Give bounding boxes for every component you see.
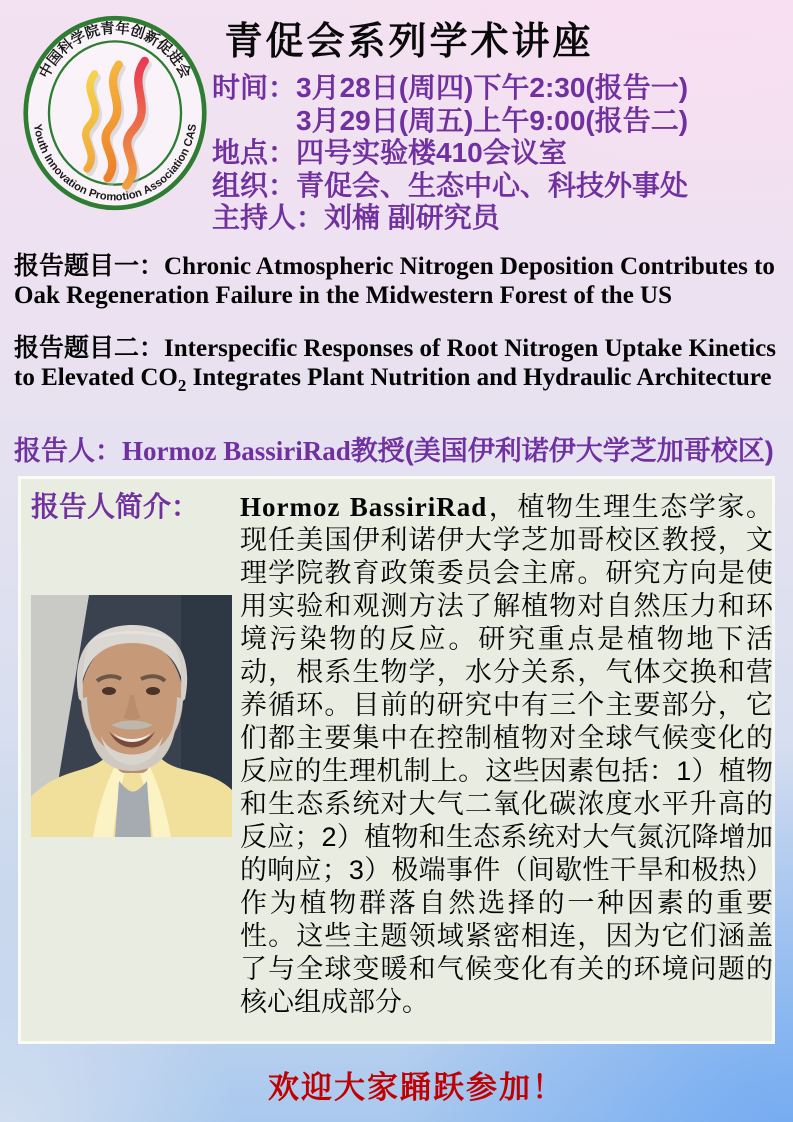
detail-location: 地点：四号实验楼410会议室	[212, 137, 567, 168]
talk-2-label: 报告题目二：	[14, 334, 165, 362]
logo-arc-top-text: 中国科学院青年创新促进会	[36, 20, 194, 82]
speaker-bio-text	[240, 491, 773, 1019]
talk-title-2	[14, 334, 782, 400]
detail-time-line1	[212, 72, 688, 105]
page-title: 青促会系列学术讲座	[224, 21, 594, 63]
logo-arc-bottom-text: Youth Innovation Promotion Association CAS	[30, 123, 200, 204]
talk-2-title-pre: Interspecific Responses of Root Nitrogen Uptake Kinetics to Elevated CO	[14, 335, 776, 391]
speaker-bio-box	[18, 476, 775, 1044]
speaker-affiliation: 教授(美国伊利诺伊大学芝加哥校区)	[350, 436, 774, 466]
logo-faces-icon	[86, 61, 148, 189]
bio-body: ，植物生理生态学家。现任美国伊利诺伊大学芝加哥校区教授，文理学院教育政策委员会主席。研究方向是使用实验和观测方法了解植物对自然压力和环境污染物的反应。研究重点是植物地下活动，根系生物学，水分关系，气体交换和营养循环。目前的研究中有三个主要部分，它们都主要集中在控制植物对全球气候变化的反应的生理机制上。这些因素包括：1）植物和生态系统对大气二氧化碳浓度水平升高的反应；2）植物和生态系统对大气氮沉降增加的响应；3）极端事件（间歇性干旱和极热）作为植物群落自然选择的一种因素的重要性。这些主题领域紧密相连，因为它们涵盖了与全球变暖和气候变化有关的环境问题的核心组成部分。	[240, 492, 773, 1017]
speaker-label: 报告人：	[14, 436, 122, 466]
time-value-1: 3月28日(周四)下午2:30(报告一)	[296, 72, 689, 103]
talk-2-title-subscript: 2	[177, 376, 187, 395]
talk-title-1	[14, 252, 782, 310]
detail-host: 主持人：刘楠 副研究员	[212, 202, 500, 233]
bio-section-label: 报告人简介：	[31, 491, 200, 522]
detail-organization: 组织：青促会、生态中心、科技外事处	[212, 169, 689, 201]
detail-time-line2	[212, 105, 688, 138]
speaker-line	[14, 429, 786, 468]
speaker-photo	[31, 595, 232, 837]
talk-1-title: Chronic Atmospheric Nitrogen Deposition Contributes to Oak Regeneration Failure in the Midwestern Forest of the US	[14, 253, 775, 309]
bio-speaker-name: Hormoz BassiriRad	[240, 492, 488, 522]
footer-welcome-message: 欢迎大家踊跃参加！	[268, 1070, 565, 1105]
talk-2-title-post: Integrates Plant Nutrition and Hydraulic Architecture	[186, 364, 772, 391]
talk-1-label: 报告题目一：	[14, 252, 165, 280]
speaker-name: Hormoz BassiriRad	[122, 436, 351, 466]
time-label: 时间：	[212, 72, 297, 103]
event-details	[212, 72, 688, 235]
time-value-2: 3月29日(周五)上午9:00(报告二)	[296, 104, 689, 136]
